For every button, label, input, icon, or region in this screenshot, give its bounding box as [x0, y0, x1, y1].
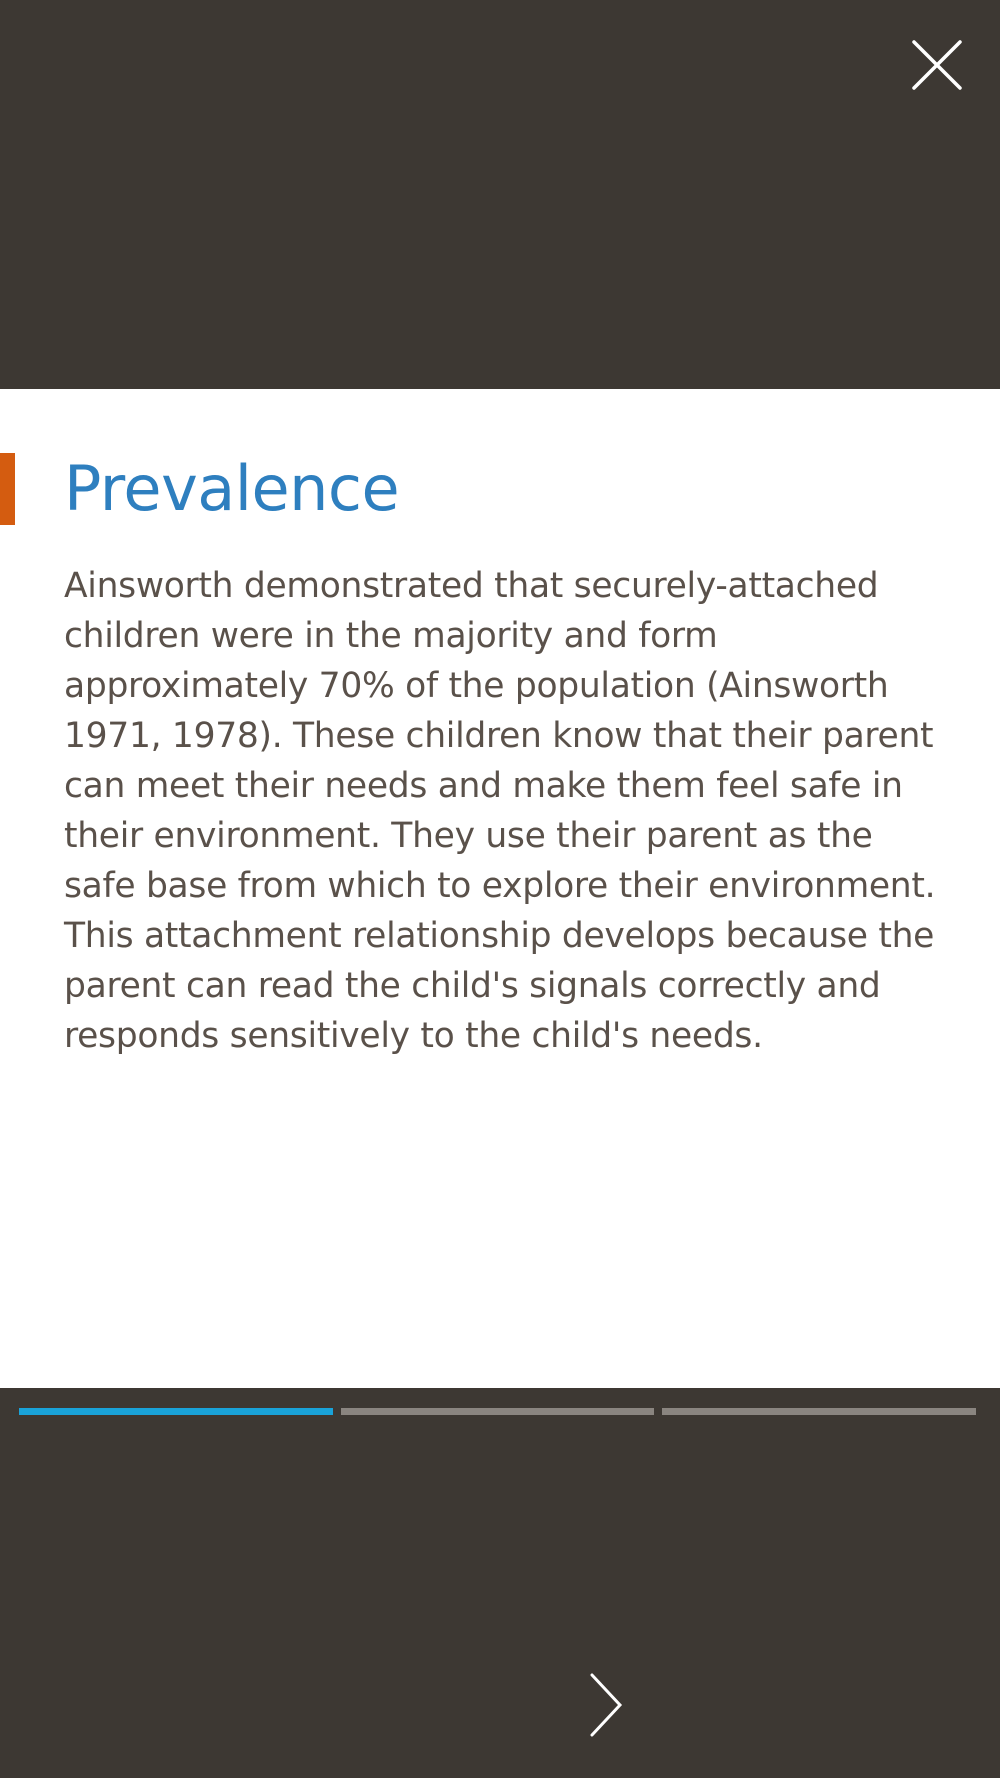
- progress-segment-3: [662, 1408, 976, 1415]
- next-button[interactable]: [588, 1672, 624, 1738]
- progress-segment-1: [19, 1408, 333, 1415]
- content-card: [0, 389, 1000, 1388]
- progress-segment-2: [341, 1408, 655, 1415]
- accent-bar: [0, 453, 15, 525]
- close-button[interactable]: [906, 34, 968, 96]
- page-title: Prevalence: [64, 452, 400, 525]
- page-progress-bar: [19, 1408, 976, 1415]
- close-icon: [906, 34, 968, 96]
- body-text: Ainsworth demonstrated that securely-attached children were in the majority and form approximately 70% of the population (Ainsworth 1971, 1978). These children know that their parent can meet their needs and make them feel safe in their environment. They use their parent as the safe base from which to explore their environment. This attachment relationship develops because the parent can read the child's signals correctly and responds sensitively to the child's needs.: [64, 566, 936, 1056]
- chevron-right-icon: [588, 1672, 624, 1738]
- top-bar: [0, 0, 1000, 389]
